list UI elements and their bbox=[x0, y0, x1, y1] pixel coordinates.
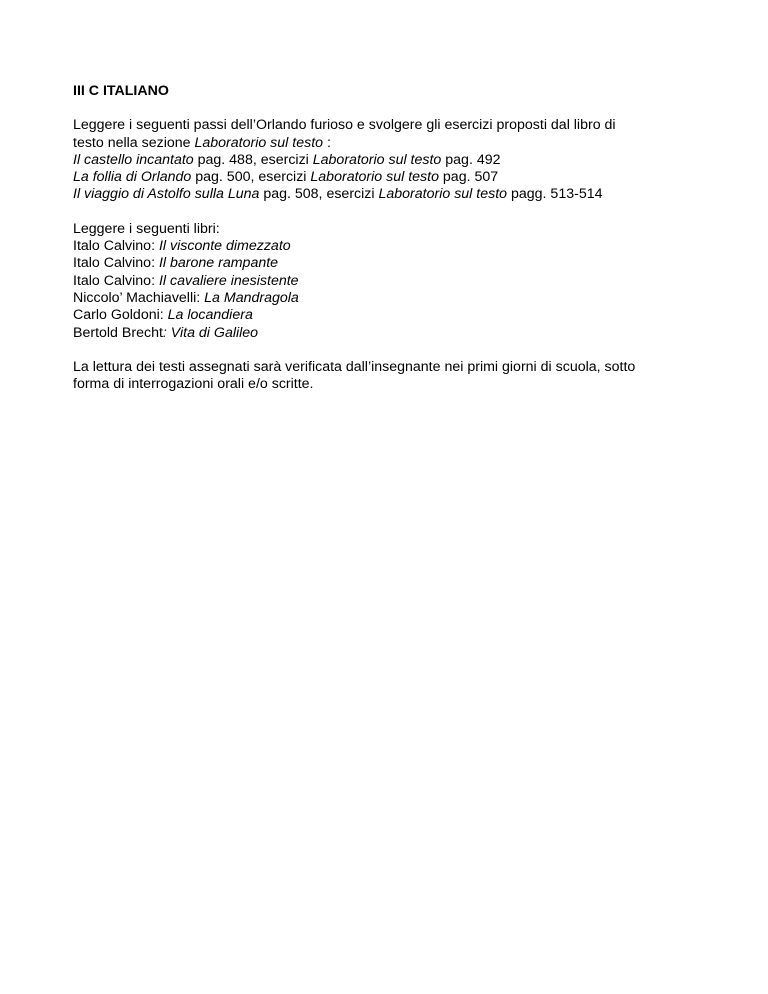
book-item bbox=[73, 290, 713, 307]
passage-item bbox=[73, 152, 713, 169]
book-item bbox=[73, 255, 713, 272]
book-author: Bertold Brecht bbox=[73, 324, 163, 341]
closing-line-2: forma di interrogazioni orali e/o scritte. bbox=[73, 376, 314, 393]
book-title: La Mandragola bbox=[204, 289, 299, 306]
book-title: Il visconte dimezzato bbox=[158, 238, 291, 255]
book-item bbox=[73, 238, 713, 255]
passage-title: Il viaggio di Astolfo sulla Luna bbox=[73, 186, 260, 203]
intro-line-2 bbox=[73, 135, 713, 152]
document-page bbox=[73, 83, 713, 410]
book-item bbox=[73, 325, 713, 342]
passage-item bbox=[73, 186, 713, 203]
passage-lab: Laboratorio sul testo bbox=[310, 169, 439, 186]
passage-exercise-page: pag. 507 bbox=[438, 169, 499, 186]
intro-line-2-tail: : bbox=[323, 134, 331, 151]
passage-exercise-page: pagg. 513-514 bbox=[507, 186, 603, 203]
passage-exercise-page: pag. 492 bbox=[441, 151, 501, 168]
closing-line-1: La lettura dei testi assegnati sarà verificata dall’insegnante nei primi giorni di scuola, sotto bbox=[73, 358, 636, 375]
passage-lab: Laboratorio sul testo bbox=[378, 186, 508, 203]
intro-paragraph bbox=[73, 117, 713, 203]
page-title: III C ITALIANO bbox=[73, 83, 169, 99]
books-section bbox=[73, 221, 713, 342]
book-title: Il cavaliere inesistente bbox=[158, 272, 299, 289]
passage-title: Il castello incantato bbox=[73, 151, 194, 168]
closing-paragraph bbox=[73, 359, 713, 394]
passage-title: La follia di Orlando bbox=[73, 169, 192, 186]
book-author: Carlo Goldoni: bbox=[73, 307, 168, 324]
book-title: La locandiera bbox=[167, 307, 253, 324]
passage-item bbox=[73, 169, 713, 186]
passage-page: pag. 500, esercizi bbox=[191, 169, 311, 186]
book-author: Italo Calvino: bbox=[73, 272, 159, 289]
book-item bbox=[73, 307, 713, 324]
intro-line-1: Leggere i seguenti passi dell’Orlando furioso e svolgere gli esercizi proposti dal libro di bbox=[73, 117, 616, 134]
book-title: : Vita di Galileo bbox=[162, 324, 259, 341]
intro-section-name: Laboratorio sul testo bbox=[194, 134, 324, 151]
book-author: Niccolo’ Machiavelli: bbox=[73, 289, 205, 306]
book-author: Italo Calvino: bbox=[73, 238, 159, 255]
passage-lab: Laboratorio sul testo bbox=[312, 151, 442, 168]
book-item bbox=[73, 273, 713, 290]
passage-page: pag. 488, esercizi bbox=[193, 151, 313, 168]
book-title: Il barone rampante bbox=[158, 255, 279, 272]
intro-line-2-text: testo nella sezione bbox=[73, 134, 195, 151]
books-intro: Leggere i seguenti libri: bbox=[73, 220, 220, 237]
passage-page: pag. 508, esercizi bbox=[259, 186, 379, 203]
book-author: Italo Calvino: bbox=[73, 255, 159, 272]
